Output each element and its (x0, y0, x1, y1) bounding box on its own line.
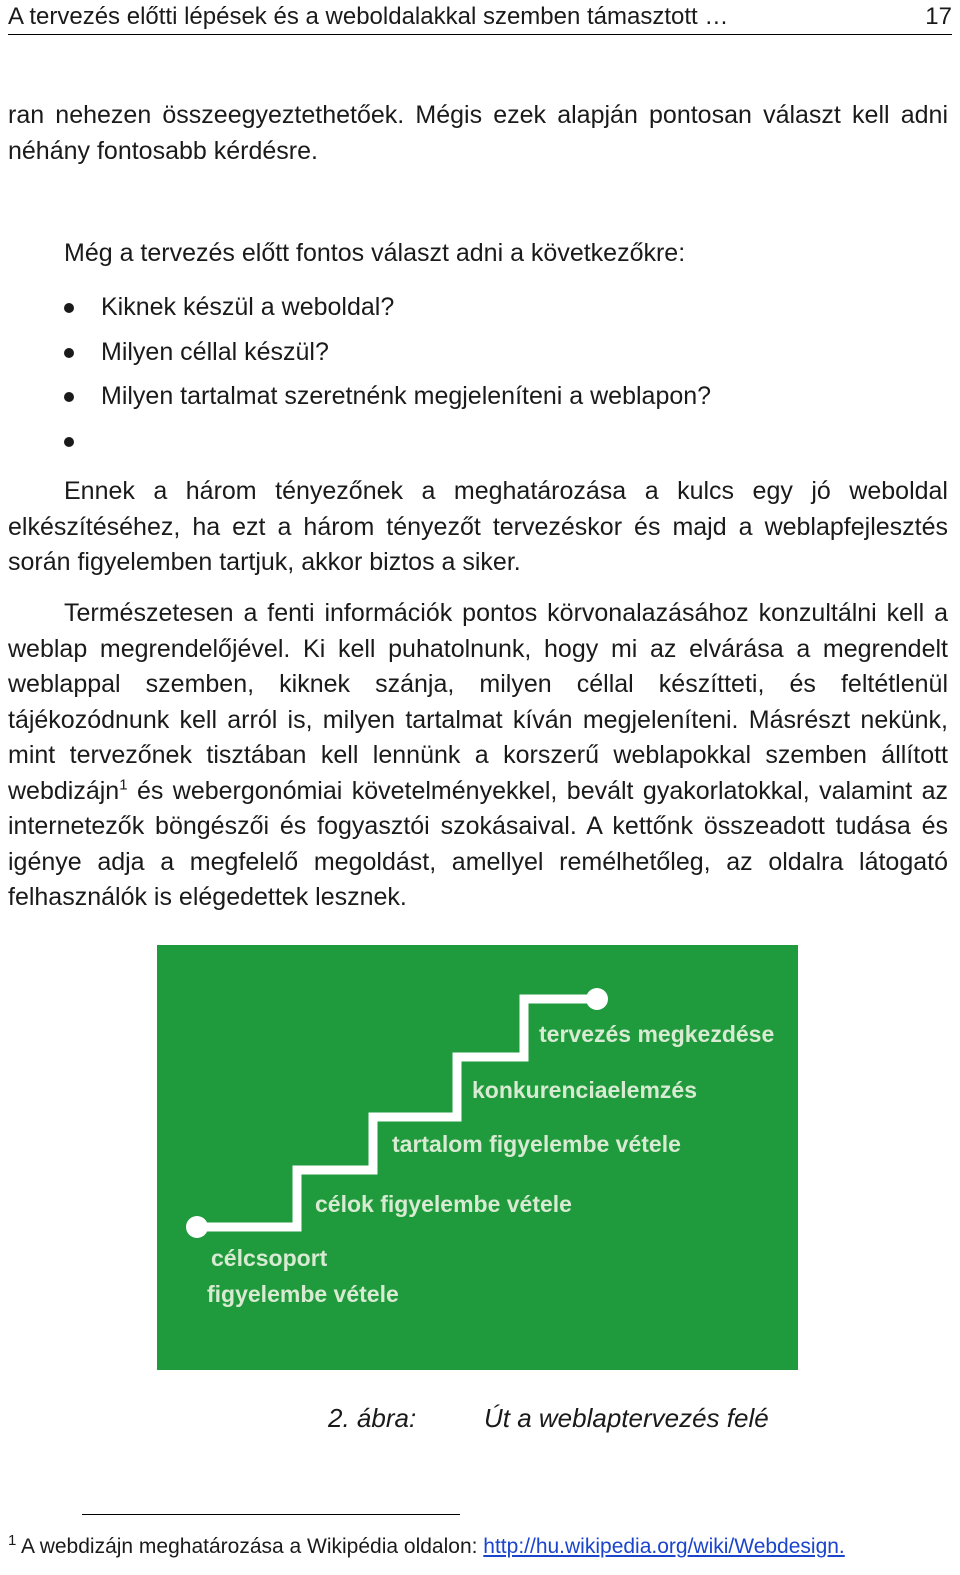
end-point-icon (586, 988, 608, 1010)
question-list (64, 288, 711, 466)
header-title: A tervezés előtti lépések és a weboldalakkal szemben támasztott … (8, 3, 729, 30)
start-label-line1: célcsoport (211, 1245, 328, 1271)
key-factors-paragraph: Ennek a három tényezőnek a meghatározása a kulcs egy jó weboldal elkészítéséhez, ha ezt a három tényezőt tervezéskor és majd a weblapfejlesztés során figyelemben tartjuk, akkor biztos a siker. (8, 477, 948, 576)
footnote: $^1$ A webdizájn meghatározása a Wikipédia oldalon: http://hu.wikipedia.org/wiki/Webdesign. (8, 1532, 845, 1558)
bullet-icon (64, 437, 74, 447)
page-number: 17 (925, 3, 952, 30)
step-label-content: tartalom figyelembe vétele (392, 1131, 681, 1157)
footnote-reference[interactable]: 1 (119, 776, 128, 794)
footnote-divider (82, 1514, 460, 1515)
consultation-paragraph: Természetesen a fenti információk pontos körvonalazásához konzultálni kell a weblap megrendelőjével. Ki kell puhatolnunk, hogy mi az elvárása a megrendelt weblappal szemben, kiknek szánja, milyen céllal készítteti, és feltétlenül tájékozódnunk kell arról is, milyen tartalmat kíván megjeleníteni. Másrészt nekünk, mint tervezőnek tisztában kell lennünk a korszerű weblapokkal szemben állított webdizájn$^1$ és webergonómiai követelményekkel, bevált gyakorlatokkal, valamint az internetezők böngészői és fogyasztói szokásaival. A kettőnk összeadott tudása és igénye adja a megfelelő megoldást, amellyel remélhetőleg, az oldalra látogató felhasználók is elégedettek lesznek. (8, 599, 948, 911)
step-label-goals: célok figyelembe vétele (315, 1191, 572, 1217)
start-label-line2: figyelembe vétele (207, 1281, 399, 1307)
list-item: Kiknek készül a weboldal? (64, 288, 711, 333)
bullet-lead-in: Még a tervezés előtt fontos választ adni a következőkre: (64, 239, 686, 267)
list-item: Milyen céllal készül? (64, 333, 711, 378)
bullet-icon (64, 303, 74, 313)
list-item: Milyen tartalmat szeretnénk megjeleníteni a weblapon? (64, 377, 711, 422)
footnote-mark: 1 (8, 1532, 17, 1549)
running-header (8, 0, 952, 35)
start-point-icon (186, 1216, 208, 1238)
staircase-figure (157, 945, 798, 1370)
bullet-icon (64, 348, 74, 358)
bullet-icon (64, 392, 74, 402)
intro-paragraph: ran nehezen összeegyeztethetőek. Mégis ezek alapján pontosan választ kell adni néhány fontosabb kérdésre. (8, 101, 948, 165)
step-label-planning-start: tervezés megkezdése (539, 1021, 775, 1047)
figure-caption-title: Út a weblaptervezés felé (484, 1403, 769, 1433)
list-item (64, 422, 711, 467)
wikipedia-link[interactable]: http://hu.wikipedia.org/wiki/Webdesign. (483, 1535, 845, 1558)
figure-caption-number: 2. ábra: (328, 1403, 417, 1433)
step-label-competitor-analysis: konkurenciaelemzés (472, 1077, 698, 1103)
